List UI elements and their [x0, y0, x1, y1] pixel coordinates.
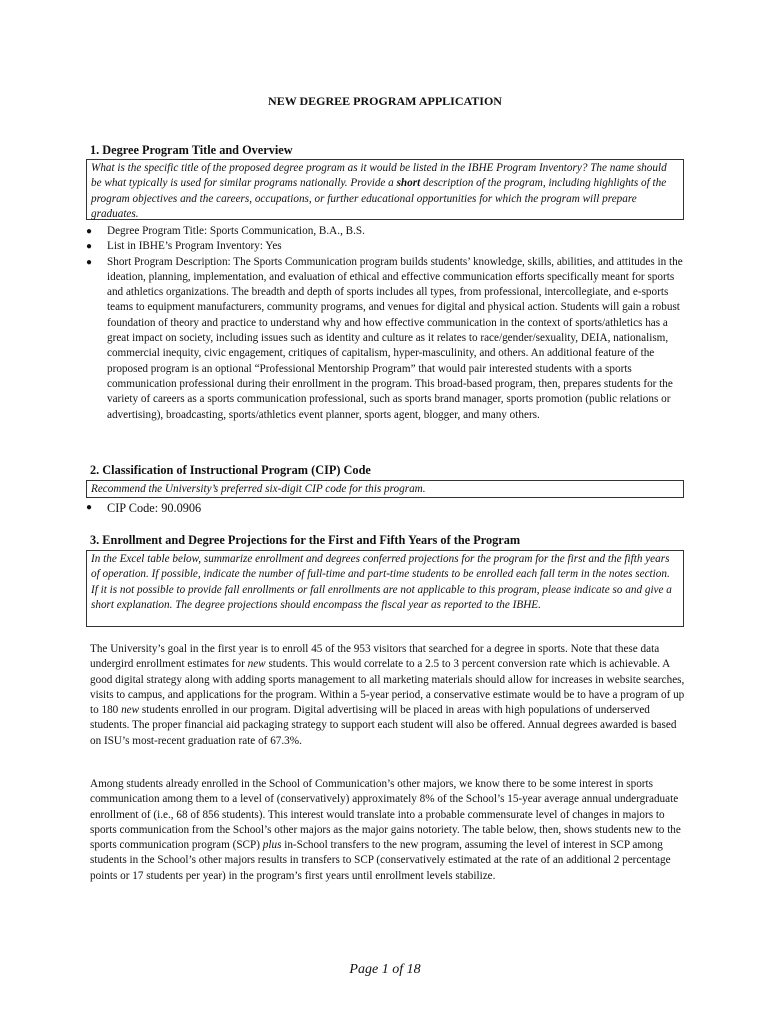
section-1-prompt-box [86, 159, 684, 220]
section-1-prompt-text-end: description of the program, including highlights of the program objectives and the careers, occupations, or further educational opportunities for which the program will prepare graduates. [91, 177, 667, 220]
section-3-prompt-text: In the Excel table below, summarize enrollment and degrees conferred projections for the program for the first and the fifth years of operation. If possible, indicate the number of full-time and part-time students to be enrolled each fall term in the notes section. If it is not possible to provide fall enrollments or fall enrollments are not applicable to this program, please indicate so and give a short explanation. The degree projections should encompass the fiscal year as reported to the IBHE. [91, 553, 672, 611]
transfer-text: Among students already enrolled in the School of Communication’s other majors, we know there to be some interest in sports communication among them to a level of (conservatively) approximately 8% of the School’s 15-year average annual undergraduate enrollment of (i.e., 68 of 856 students). This interest would translate into a probable commensurate level of changes in majors to sports communication from the School’s other majors as the major gains notoriety. The table below, then, shows students new to the sports communication program (SCP) [90, 778, 681, 852]
bullet-icon: ● [86, 256, 93, 268]
section-1-bullet-list [86, 224, 686, 423]
list-item [86, 239, 686, 254]
transfer-paragraph [90, 777, 686, 884]
section-2-prompt-box [86, 480, 684, 498]
enrollment-text-end: students enrolled in our program. Digital advertising will be placed in areas with high populations of underserved students. The proper financial aid packaging strategy to support each student will also be offered. Annual degrees awarded is based on ISU’s most-recent graduation rate of 67.3%. [90, 704, 677, 747]
page-title: NEW DEGREE PROGRAM APPLICATION [268, 94, 502, 108]
section-2-heading: 2. Classification of Instructional Program (CIP) Code [90, 463, 371, 477]
section-2-prompt-text: Recommend the University’s preferred six-digit CIP code for this program. [91, 483, 426, 495]
list-item [86, 255, 686, 423]
emphasis-plus: plus [262, 839, 282, 852]
enrollment-paragraph [90, 642, 686, 749]
emphasis-new: new [247, 658, 266, 671]
transfer-text-end: in-School transfers to the new program, assuming the level of interest in SCP among students in the School’s other majors results in transfers to SCP (conservatively estimated at the rate of an additional 2 percentage points or 17 students per year) in the program’s first years until enrollment levels stabilize. [90, 839, 671, 882]
section-3-prompt-box [86, 550, 684, 627]
bullet-icon: ● [86, 226, 93, 237]
program-title-item: Degree Program Title: Sports Communication, B.A., B.S. [107, 225, 365, 237]
page-number-footer: Page 1 of 18 [349, 962, 421, 977]
section-1-heading: 1. Degree Program Title and Overview [90, 143, 293, 157]
section-1-prompt-text: What is the specific title of the proposed degree program as it would be listed in the IBHE Program Inventory? The name should be what typically is used for similar programs nationally. Provide a [91, 162, 667, 190]
emphasis-new: new [121, 704, 140, 717]
enrollment-text-middle: students. This would correlate to a 2.5 to 3 percent conversion rate which is achievable. A good digital strategy along with adding sports management to all marketing materials should allow for increases in website searches, visits to campus, and applications for the program. Within a 5-year period, a conservative estimate would be to have a program of up to 180 [90, 658, 685, 717]
list-item [86, 224, 686, 239]
program-inventory-item: List in IBHE’s Program Inventory: Yes [107, 240, 282, 253]
section-2-bullet-list [86, 500, 686, 516]
list-item [86, 500, 686, 516]
program-description-item: Short Program Description: The Sports Communication program builds students’ knowledge, skills, abilities, and attitudes in the ideation, planning, implementation, and evaluation of ethical and effective communication efforts specifically meant for sports and athletics organizations. The breadth and depth of sports includes all types, from professional, intercollegiate, and e-sports teams to equipment manufacturers, community programs, and venues for digital and physical action. Students will gain a robust foundation of theory and practice to understand why and how effective communication in the context of sports/athletics has a great impact on society, including issues such as identity and culture as it relates to race/gender/sexuality, DEIA, nationalism, commercial inequity, civic engagement, critiques of capitalism, hyper-masculinity, and others. An additional feature of the proposed program is an optional “Professional Mentorship Program” that would pair interested students with a sports communication professional during their enrollment in the program. This broad-based program, then, prepares students for the variety of careers as a sports communication professional, such as sports brand manager, sports promotion (public relations or advertising), broadcasting, sports/athletics event planner, sports agent, blogger, and many others. [107, 255, 683, 421]
enrollment-text: The University’s goal in the first year is to enroll 45 of the 953 visitors that searched for a degree in sports. Note that these data undergird enrollment estimates for [90, 643, 660, 671]
cip-code-item: CIP Code: 90.0906 [107, 501, 202, 515]
bullet-icon: ● [86, 502, 93, 513]
section-1-prompt-bold: short [396, 177, 421, 190]
section-3-heading: 3. Enrollment and Degree Projections for the First and Fifth Years of the Program [90, 533, 521, 547]
bullet-icon: ● [86, 241, 93, 253]
